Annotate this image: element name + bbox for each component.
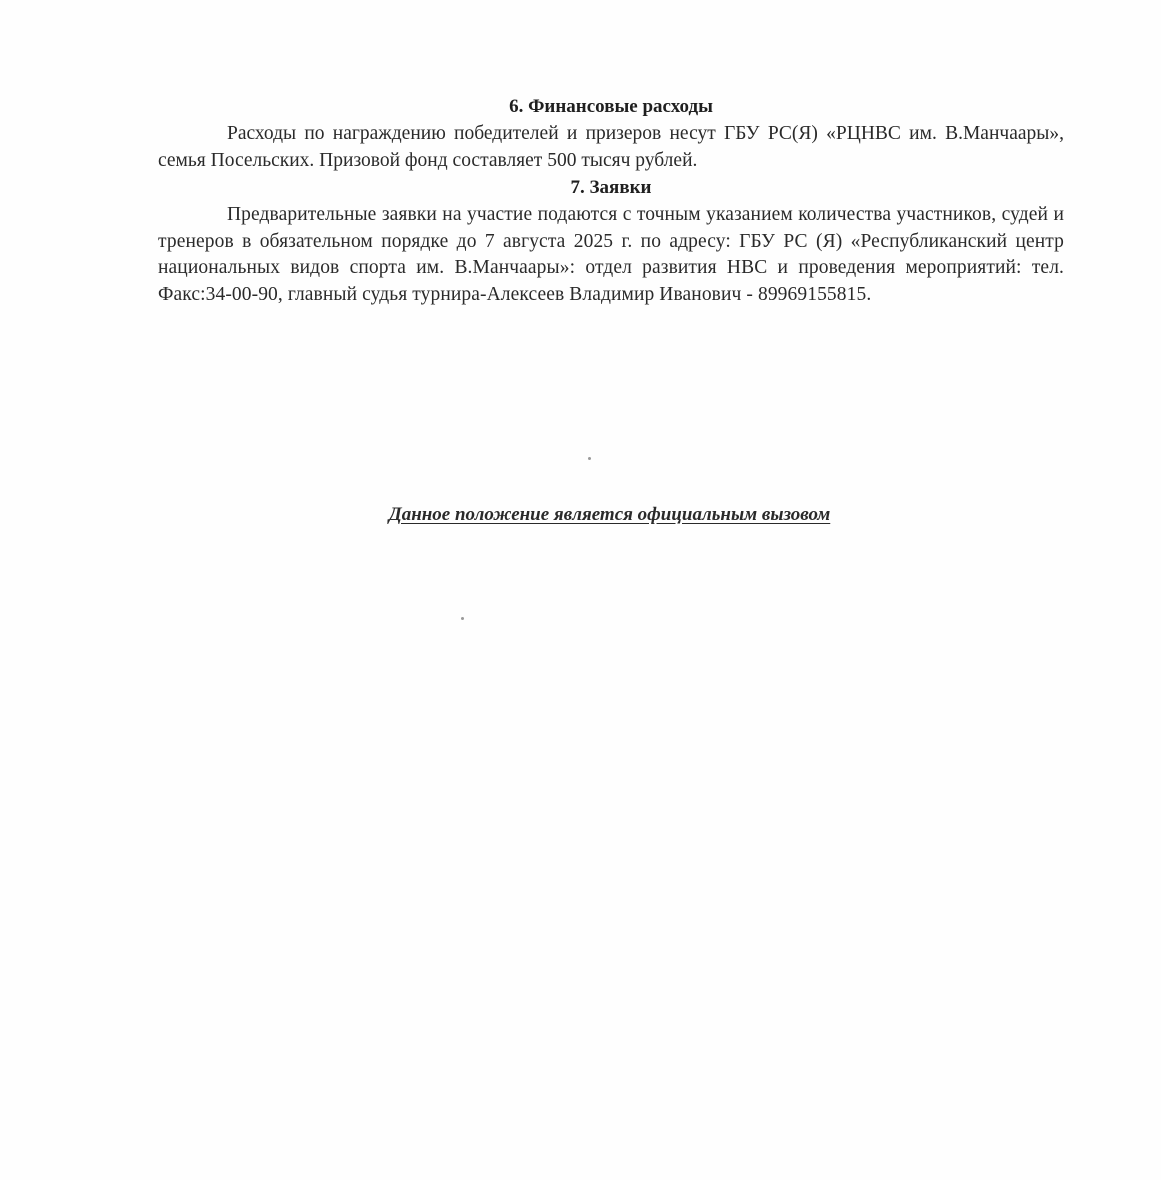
section-heading-applications: 7. Заявки bbox=[570, 177, 652, 198]
section-text-finance: Расходы по награждению победителей и призеров несут ГБУ РС(Я) «РЦНВС им. В.Манчаары», семья Посельских. Призовой фонд составляет 500 тысяч рублей. bbox=[158, 123, 1064, 171]
official-call-note: Данное положение является официальным вызовом bbox=[388, 504, 831, 525]
scan-speck bbox=[461, 617, 464, 620]
scan-speck bbox=[588, 457, 591, 460]
section-heading-finance: 6. Финансовые расходы bbox=[509, 96, 713, 117]
section-text-applications: Предварительные заявки на участие подаются с точным указанием количества участников, судей и тренеров в обязательном порядке до 7 августа 2025 г. по адресу: ГБУ РС (Я) «Республиканский центр национальных видов спорта им. В.Манчаары»: отдел развития НВС и проведения мероприятий: тел. Факс:34-00-90, главный судья турнира-Алексеев Владимир Иванович - 89969155815. bbox=[158, 204, 1064, 305]
document-body bbox=[158, 93, 1064, 308]
